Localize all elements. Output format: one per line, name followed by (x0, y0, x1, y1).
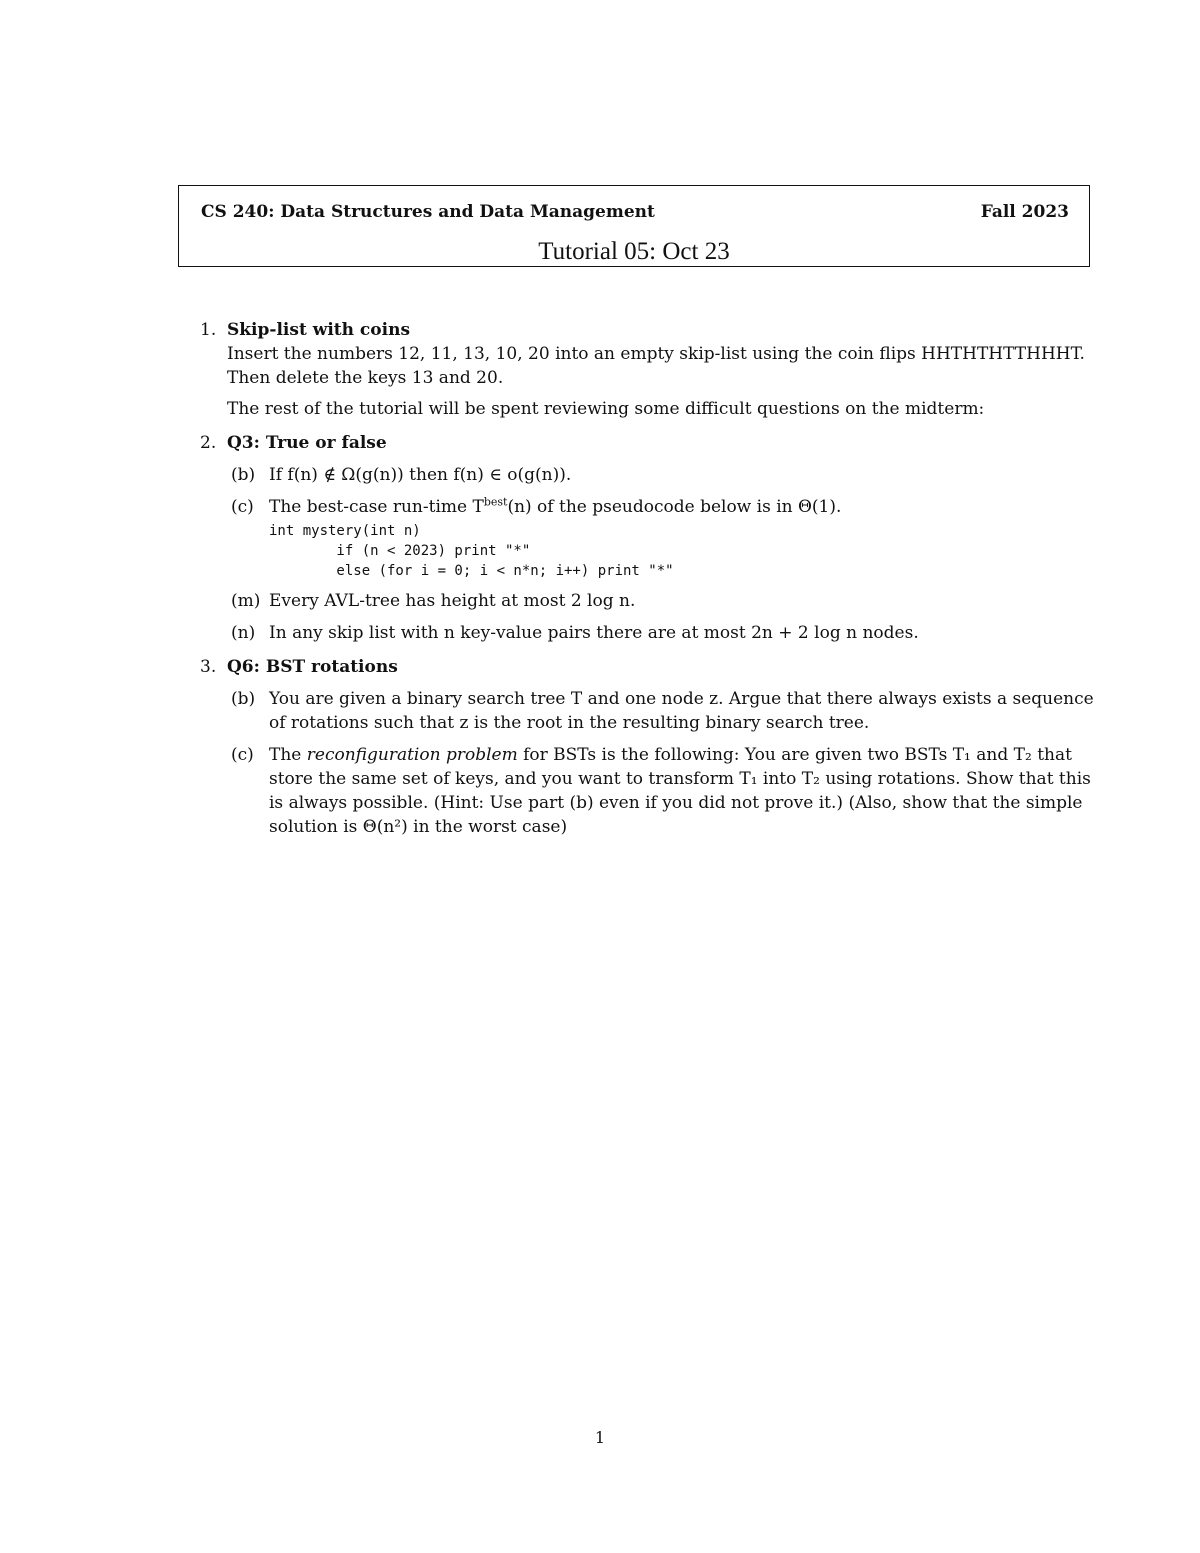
code-line: int mystery(int n) (269, 523, 421, 539)
sub-label: (n) (231, 623, 256, 643)
sub-text: for BSTs is the following: You are given two BSTs T₁ and T₂ that store the same set of keys, and you want to transform T₁ into T₂ using rotations. Show that this is always possible. (Hint: Use part (b) even if you did not prove it.) (Also, show that the simple solution is Θ(n²) in the worst case) (269, 745, 1091, 837)
code-line: else (for i = 0; i < n*n; i++) print "*" (269, 563, 674, 579)
question-number: 1. (200, 320, 217, 340)
question-2 (200, 431, 1096, 645)
superscript: best (483, 495, 508, 509)
sub-question (227, 743, 1096, 839)
sub-text: Every AVL-tree has height at most 2 log n. (269, 591, 636, 611)
sub-label: (c) (231, 745, 254, 765)
question-number: 3. (200, 657, 217, 677)
question-title: Q6: BST rotations (227, 657, 398, 677)
page-number: 1 (594, 1428, 606, 1447)
sub-text: The best-case run-time T (269, 497, 484, 517)
emphasis: reconfiguration problem (306, 745, 518, 765)
sub-text: In any skip list with n key-value pairs there are at most 2n + 2 log n nodes. (269, 623, 919, 643)
sub-label: (b) (231, 689, 256, 709)
sub-question (227, 589, 1096, 613)
sub-text: You are given a binary search tree T and one node z. Argue that there always exists a sequence of rotations such that z is the root in the resulting binary search tree. (269, 689, 1094, 733)
sub-label: (b) (231, 465, 256, 485)
sub-text: The (269, 745, 307, 765)
sub-question (227, 621, 1096, 645)
course-title: CS 240: Data Structures and Data Management (201, 202, 655, 222)
review-note: The rest of the tutorial will be spent reviewing some difficult questions on the midterm: (227, 399, 985, 419)
question-title: Skip-list with coins (227, 320, 411, 340)
question-text: Insert the numbers 12, 11, 13, 10, 20 into an empty skip-list using the coin flips HHTHTHTTHHHT. Then delete the keys 13 and 20. (227, 344, 1085, 388)
sub-question (227, 495, 1096, 581)
code-line: if (n < 2023) print "*" (269, 543, 531, 559)
question-title: Q3: True or false (227, 433, 387, 453)
term-label: Fall 2023 (980, 202, 1069, 222)
sub-text: (n) of the pseudocode below is in Θ(1). (507, 497, 842, 517)
question-1 (200, 318, 1096, 421)
sub-question (227, 687, 1096, 735)
sub-text: If f(n) ∉ Ω(g(n)) then f(n) ∈ o(g(n)). (269, 465, 572, 485)
sub-question (227, 463, 1096, 487)
question-3 (200, 655, 1096, 839)
tutorial-title: Tutorial 05: Oct 23 (538, 238, 730, 265)
question-number: 2. (200, 433, 217, 453)
sub-label: (m) (231, 591, 261, 611)
question-list (200, 318, 1096, 849)
header-box (178, 185, 1090, 267)
sub-label: (c) (231, 497, 254, 517)
